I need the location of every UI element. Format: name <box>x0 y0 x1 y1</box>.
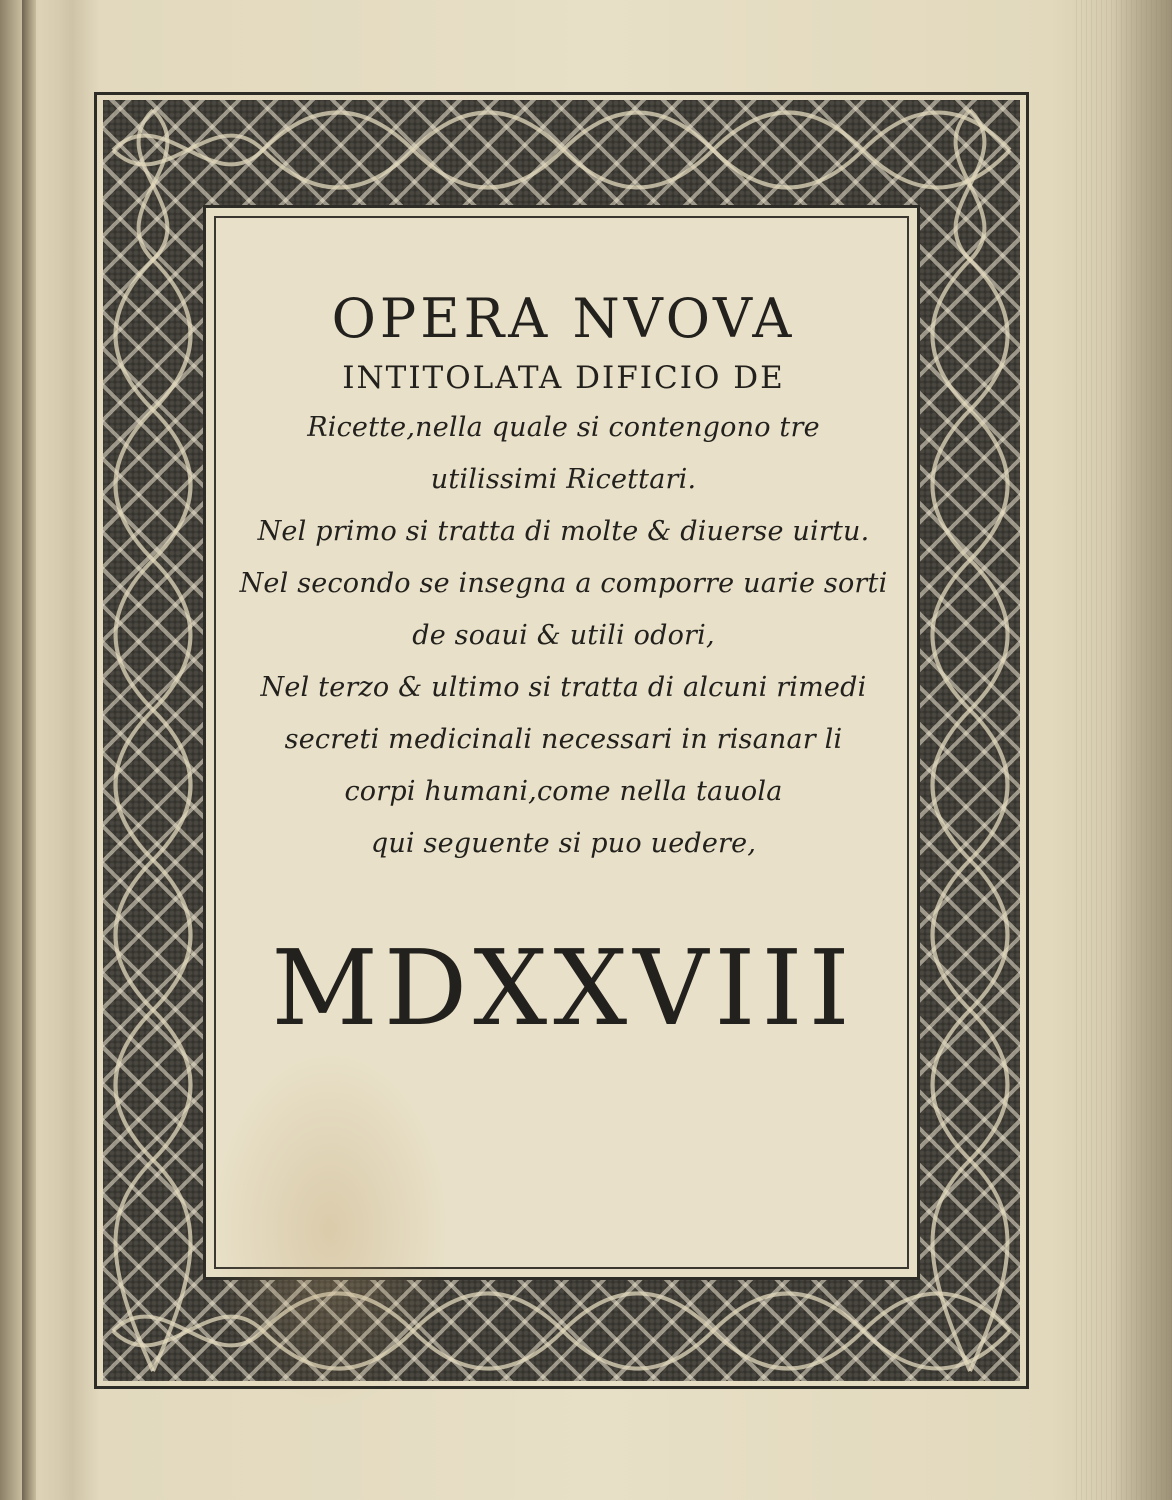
main-title: OPERA NVOVA <box>331 287 796 350</box>
binding-gutter <box>22 0 36 1500</box>
body-line: Nel primo si tratta di molte & diuerse uirtu. <box>257 516 870 547</box>
publication-date: MDXXVIII <box>271 927 856 1049</box>
body-line: qui seguente si puo uedere, <box>370 828 757 859</box>
body-line: utilissimi Ricettari. <box>430 464 697 495</box>
body-line: secreti medicinali necessari in risanar li <box>284 724 843 755</box>
paper-stain <box>210 1050 450 1410</box>
page-edges <box>1076 0 1172 1500</box>
facing-page-edge <box>0 0 22 1500</box>
body-line: corpi humani,come nella tauola <box>344 776 783 807</box>
body-line: Nel secondo se insegna a comporre uarie sorti <box>239 568 888 599</box>
knot-top-2 <box>113 113 1010 188</box>
body-line: de soaui & utili odori, <box>412 620 715 651</box>
subtitle: INTITOLATA DIFICIO DE <box>342 360 785 396</box>
title-text-block <box>216 278 911 1048</box>
body-line: Nel terzo & ultimo si tratta di alcuni rimedi <box>260 672 867 703</box>
body-line: Ricette,nella quale si contengono tre <box>307 412 820 443</box>
